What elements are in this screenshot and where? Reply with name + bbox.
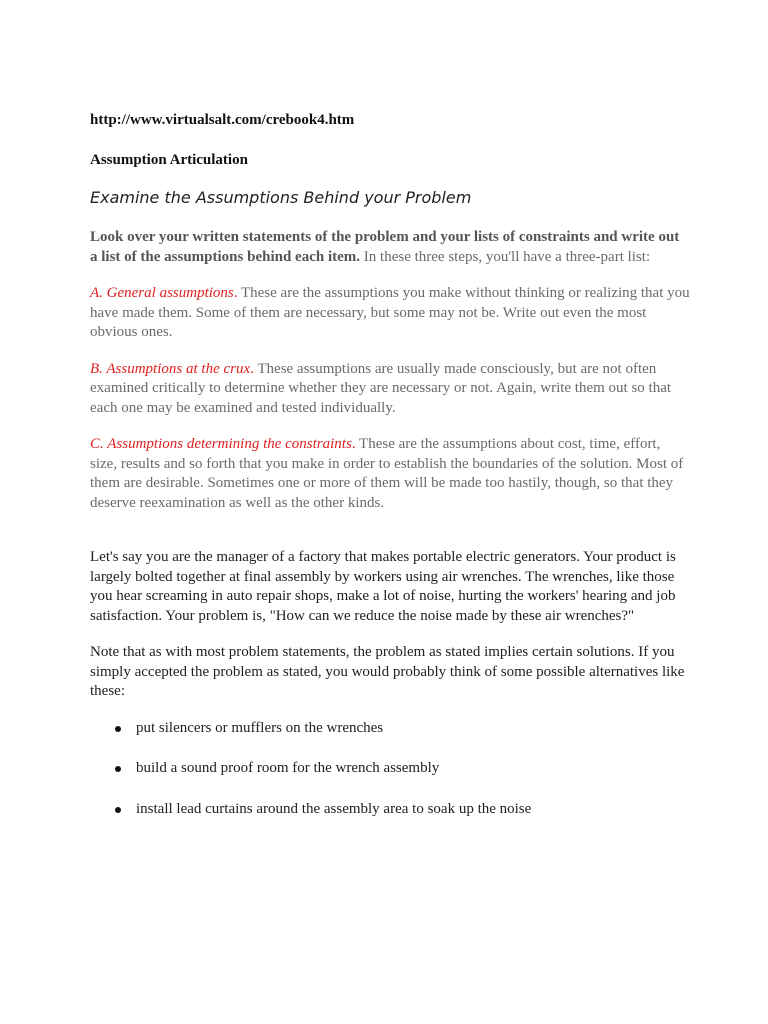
assumption-label: C. Assumptions determining the constraints: [90, 436, 352, 452]
intro-rest-text: In these three steps, you'll have a three-part list:: [360, 248, 651, 265]
assumption-text: These assumptions are usually made consciously, but are not often examined critically to determine whether they are necessary or not. Again, write them out so that each one may be examined and tested individually.: [90, 360, 672, 416]
bullet-icon: [115, 807, 121, 813]
list-item: [90, 759, 690, 779]
section-label: Assumption Articulation: [90, 152, 248, 168]
article-heading: Examine the Assumptions Behind your Problem: [90, 188, 472, 207]
alternatives-list: [90, 719, 690, 820]
assumption-label-dot: .: [250, 360, 254, 377]
example-paragraph-1: Let's say you are the manager of a factory that makes portable electric generators. Your product is largely bolted together at final assembly by workers using air wrenches. The wrenches, like those you hear screaming in auto repair shops, make a lot of noise, hurting the workers' hearing and job satisfaction. Your problem is, "How can we reduce the noise made by these air wrenches?": [90, 549, 676, 624]
assumption-text: These are the assumptions about cost, time, effort, size, results and so forth that you make in order to establish the boundaries of the solution. Most of them are desirable. Sometimes one or more of them will be made too hastily, though, so that they deserve reexamination as well as the other kinds.: [90, 436, 684, 511]
bullet-icon: [115, 766, 121, 772]
section-spacer: [90, 530, 690, 548]
list-item-text: install lead curtains around the assembly area to soak up the noise: [136, 800, 532, 817]
assumption-label-dot: .: [351, 436, 356, 452]
assumption-item-constraints: [90, 435, 690, 513]
list-item: [90, 800, 690, 820]
document-page: [90, 110, 690, 840]
assumption-item-general: [90, 284, 690, 343]
list-item: [90, 719, 690, 739]
source-url[interactable]: http://www.virtualsalt.com/crebook4.htm: [90, 112, 355, 128]
example-paragraph-2: Note that as with most problem statements, the problem as stated implies certain solutions. If you simply accepted the problem as stated, you would probably think of some possible alternatives like these:: [90, 644, 685, 699]
bullet-icon: [115, 726, 121, 732]
list-item-text: put silencers or mufflers on the wrenches: [136, 719, 384, 736]
list-item-text: build a sound proof room for the wrench assembly: [136, 760, 440, 776]
assumption-label: A. General assumptions: [90, 285, 234, 301]
assumption-item-crux: [90, 360, 690, 419]
assumption-label-dot: .: [233, 285, 238, 301]
assumption-label: B. Assumptions at the crux: [90, 360, 251, 377]
assumption-text: These are the assumptions you make without thinking or realizing that you have made them. Some of them are necessary, but some may not be. Write out even the most obvious ones.: [90, 285, 690, 340]
intro-bold-text: Look over your written statements of the problem and your lists of constraints and write out a list of the assumptions behind each item.: [90, 229, 680, 265]
intro-paragraph: [90, 228, 690, 267]
